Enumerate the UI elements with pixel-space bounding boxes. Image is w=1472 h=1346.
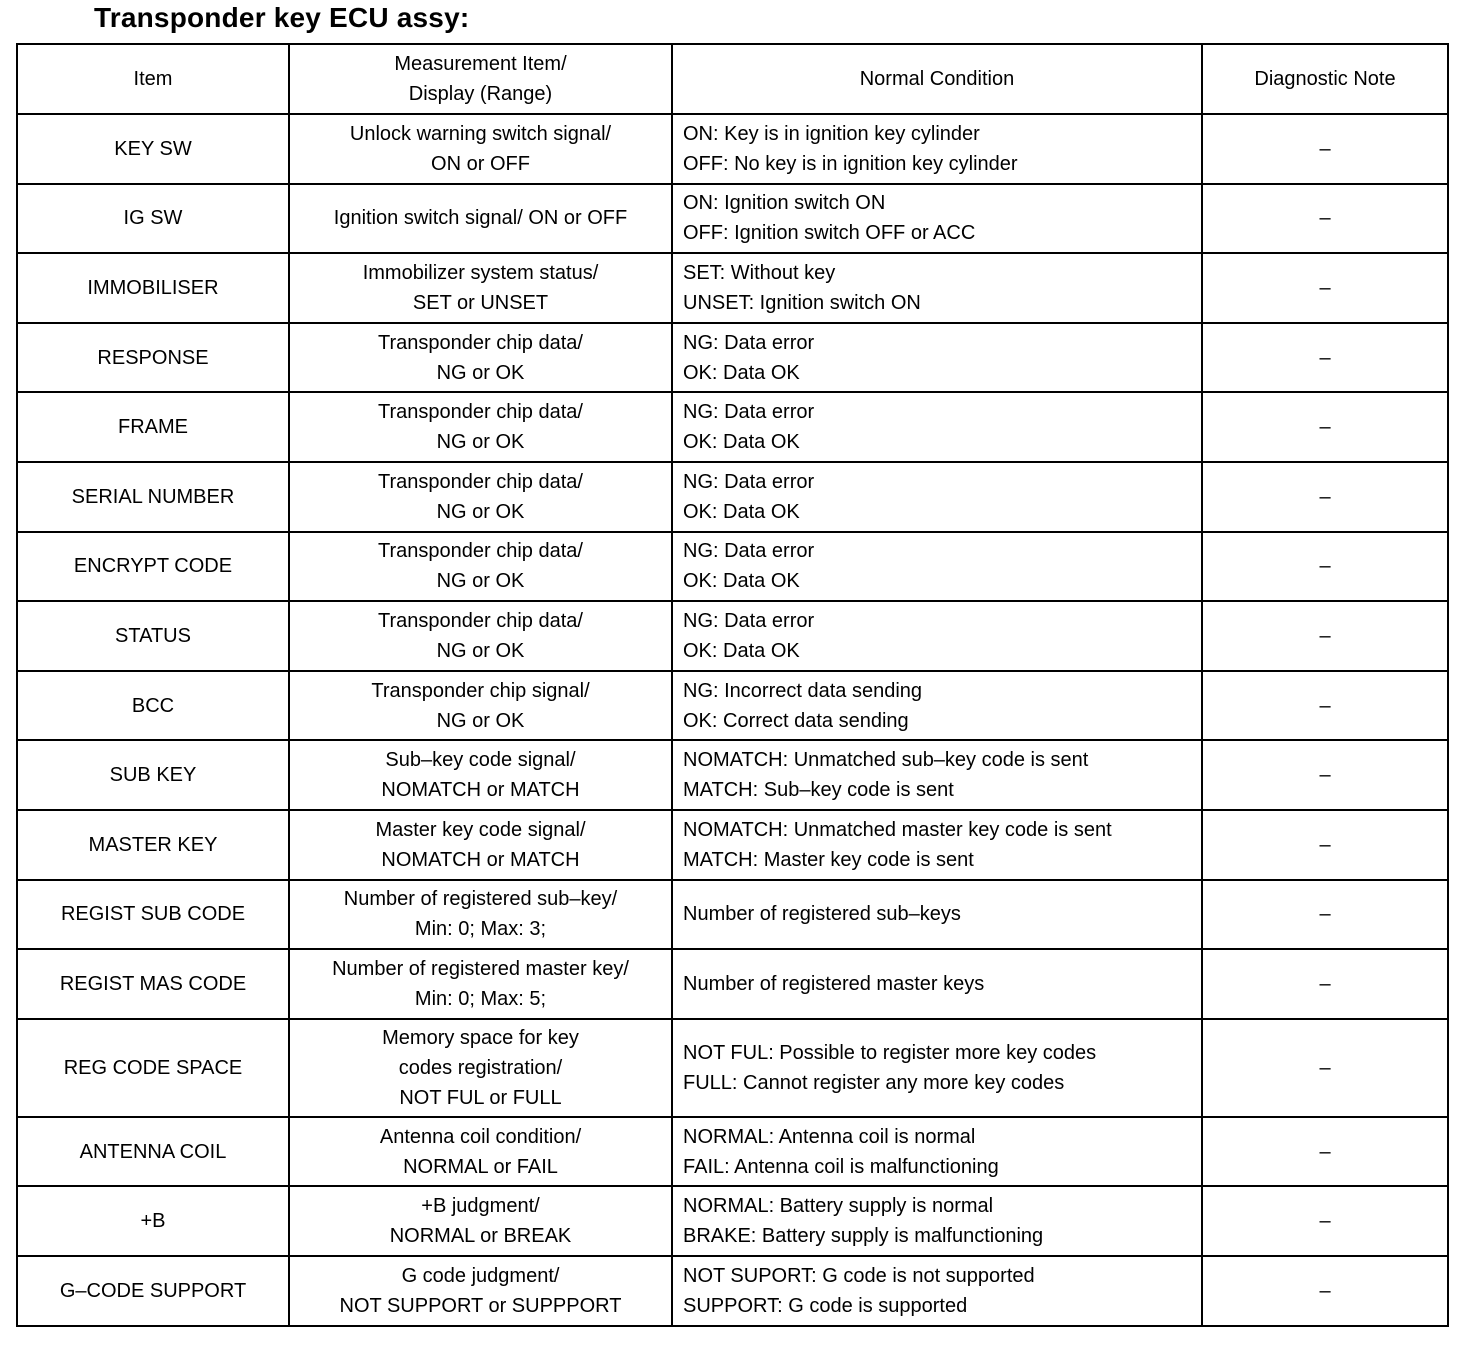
measurement-line: Min: 0; Max: 3; — [414, 918, 547, 941]
measurement-cell — [289, 253, 672, 323]
diagnostic-note-cell — [1202, 1256, 1448, 1326]
measurement-line: Sub–key code signal/ — [385, 749, 576, 772]
item-cell: G–CODE SUPPORT — [17, 1256, 289, 1326]
condition-line: OFF: No key is in ignition key cylinder — [683, 152, 1018, 175]
diagnostic-note-dash: – — [1319, 207, 1331, 230]
measurement-line: Transponder chip data/ — [378, 470, 583, 493]
table-row — [17, 740, 1448, 810]
item-cell: FRAME — [17, 392, 289, 462]
condition-cell — [672, 392, 1202, 462]
diagnostic-note-cell — [1202, 1019, 1448, 1117]
diagnostic-note-dash: – — [1319, 764, 1331, 787]
condition-cell — [672, 740, 1202, 810]
measurement-line: Master key code signal/ — [375, 818, 586, 841]
table-row — [17, 601, 1448, 671]
measurement-cell — [289, 323, 672, 393]
measurement-line: Transponder chip data/ — [378, 609, 583, 632]
condition-line: MATCH: Master key code is sent — [683, 848, 974, 871]
diagnostic-note-cell — [1202, 740, 1448, 810]
condition-line: NG: Incorrect data sending — [683, 679, 923, 702]
table-row — [17, 1117, 1448, 1187]
column-header-measurement-line: Measurement Item/ — [394, 53, 567, 75]
item-cell: MASTER KEY — [17, 810, 289, 880]
diagnostic-note-cell — [1202, 1117, 1448, 1187]
diagnostic-note-cell — [1202, 392, 1448, 462]
measurement-line: codes registration/ — [398, 1056, 563, 1079]
table-body — [17, 114, 1448, 1326]
diagnostic-note-cell — [1202, 323, 1448, 393]
condition-line: NORMAL: Antenna coil is normal — [683, 1125, 976, 1148]
condition-line: ON: Key is in ignition key cylinder — [683, 122, 980, 145]
measurement-line: Transponder chip data/ — [378, 540, 583, 563]
diagnostic-note-dash: – — [1319, 276, 1331, 299]
condition-line: NG: Data error — [683, 331, 815, 354]
condition-line: OK: Data OK — [683, 639, 800, 662]
diagnostic-note-cell — [1202, 671, 1448, 741]
diagnostic-note-dash: – — [1319, 485, 1331, 508]
measurement-cell — [289, 740, 672, 810]
diagnostic-note-dash: – — [1319, 903, 1331, 926]
condition-cell — [672, 1117, 1202, 1187]
measurement-line: NG or OK — [436, 639, 525, 662]
measurement-line: NG or OK — [436, 431, 525, 454]
table-row — [17, 532, 1448, 602]
measurement-line: NORMAL or FAIL — [403, 1155, 558, 1178]
condition-cell — [672, 671, 1202, 741]
diagnostic-note-dash: – — [1319, 624, 1331, 647]
condition-line: NG: Data error — [683, 609, 815, 632]
table-row — [17, 253, 1448, 323]
condition-line: NG: Data error — [683, 470, 815, 493]
condition-cell — [672, 253, 1202, 323]
measurement-cell — [289, 949, 672, 1019]
measurement-cell — [289, 184, 672, 254]
condition-cell — [672, 810, 1202, 880]
condition-line: SUPPORT: G code is supported — [683, 1294, 968, 1317]
condition-line: Number of registered master keys — [683, 972, 985, 995]
column-header-diagnostic-note: Diagnostic Note — [1202, 44, 1448, 114]
diagnostic-note-dash: – — [1319, 972, 1331, 995]
measurement-cell — [289, 1117, 672, 1187]
condition-line: FAIL: Antenna coil is malfunctioning — [683, 1155, 999, 1178]
measurement-line: Antenna coil condition/ — [379, 1125, 582, 1148]
table-row — [17, 114, 1448, 184]
item-cell: ANTENNA COIL — [17, 1117, 289, 1187]
measurement-line: NORMAL or BREAK — [389, 1225, 572, 1248]
measurement-line: NG or OK — [436, 709, 525, 732]
diagnostic-note-dash: – — [1319, 555, 1331, 578]
diagnostic-note-dash: – — [1319, 694, 1331, 717]
diagnostic-note-cell — [1202, 601, 1448, 671]
condition-line: OK: Data OK — [683, 361, 800, 384]
measurement-cell — [289, 671, 672, 741]
table-row — [17, 1186, 1448, 1256]
measurement-cell — [289, 810, 672, 880]
table-row — [17, 184, 1448, 254]
item-cell: IG SW — [17, 184, 289, 254]
page-title: Transponder key ECU assy: — [94, 2, 470, 33]
diagnostic-note-dash: – — [1319, 1140, 1331, 1163]
diagnostic-note-cell — [1202, 880, 1448, 950]
header-row — [17, 44, 1448, 114]
item-cell: +B — [17, 1186, 289, 1256]
diagnostic-note-dash: – — [1319, 1279, 1331, 1302]
condition-line: OK: Correct data sending — [683, 709, 909, 732]
measurement-cell — [289, 392, 672, 462]
diagnostic-note-cell — [1202, 810, 1448, 880]
condition-line: NG: Data error — [683, 540, 815, 563]
measurement-line: NG or OK — [436, 570, 525, 593]
column-header-item: Item — [17, 44, 289, 114]
condition-line: NG: Data error — [683, 401, 815, 424]
condition-cell — [672, 114, 1202, 184]
table-row — [17, 671, 1448, 741]
measurement-line: NOMATCH or MATCH — [381, 848, 580, 871]
table-row — [17, 392, 1448, 462]
measurement-cell — [289, 532, 672, 602]
measurement-cell — [289, 880, 672, 950]
diagnostic-note-dash: – — [1319, 1210, 1331, 1233]
measurement-line: Transponder chip data/ — [378, 401, 583, 424]
condition-line: ON: Ignition switch ON — [683, 192, 886, 215]
diagnostic-note-dash: – — [1319, 346, 1331, 369]
item-cell: ENCRYPT CODE — [17, 532, 289, 602]
diagnostic-note-dash: – — [1319, 137, 1331, 160]
condition-line: NORMAL: Battery supply is normal — [683, 1195, 994, 1218]
measurement-line: Unlock warning switch signal/ — [349, 122, 612, 145]
table-row — [17, 880, 1448, 950]
condition-line: OFF: Ignition switch OFF or ACC — [683, 222, 976, 245]
measurement-line: NOT SUPPORT or SUPPPORT — [339, 1294, 622, 1317]
column-header-measurement-line: Display (Range) — [408, 83, 553, 105]
measurement-line: +B judgment/ — [421, 1195, 540, 1218]
measurement-line: Transponder chip signal/ — [371, 679, 590, 702]
measurement-cell — [289, 1186, 672, 1256]
item-cell: STATUS — [17, 601, 289, 671]
condition-cell — [672, 1186, 1202, 1256]
measurement-line: G code judgment/ — [401, 1264, 560, 1287]
measurement-line: NG or OK — [436, 500, 525, 523]
measurement-line: Transponder chip data/ — [378, 331, 583, 354]
item-cell: REGIST MAS CODE — [17, 949, 289, 1019]
diagnostic-note-cell — [1202, 253, 1448, 323]
measurement-cell — [289, 601, 672, 671]
item-cell: SUB KEY — [17, 740, 289, 810]
condition-line: FULL: Cannot register any more key codes — [683, 1071, 1065, 1094]
condition-cell — [672, 184, 1202, 254]
condition-cell — [672, 1019, 1202, 1117]
measurement-cell — [289, 114, 672, 184]
item-cell: REG CODE SPACE — [17, 1019, 289, 1117]
condition-line: MATCH: Sub–key code is sent — [683, 779, 954, 802]
diagnostic-note-cell — [1202, 1186, 1448, 1256]
condition-line: OK: Data OK — [683, 431, 800, 454]
condition-line: NOT FUL: Possible to register more key codes — [683, 1041, 1097, 1064]
measurement-line: Immobilizer system status/ — [362, 261, 599, 284]
diagnostic-note-dash: – — [1319, 833, 1331, 856]
condition-cell — [672, 323, 1202, 393]
measurement-cell — [289, 462, 672, 532]
condition-line: BRAKE: Battery supply is malfunctioning — [683, 1225, 1044, 1248]
item-cell: RESPONSE — [17, 323, 289, 393]
measurement-line: Memory space for key — [382, 1026, 579, 1049]
diagnostic-note-cell — [1202, 184, 1448, 254]
condition-line: OK: Data OK — [683, 570, 800, 593]
measurement-cell — [289, 1019, 672, 1117]
condition-line: OK: Data OK — [683, 500, 800, 523]
measurement-line: SET or UNSET — [412, 291, 549, 314]
diagnostic-note-cell — [1202, 532, 1448, 602]
diagnostic-note-cell — [1202, 462, 1448, 532]
condition-line: UNSET: Ignition switch ON — [683, 291, 921, 314]
measurement-line: Number of registered sub–key/ — [343, 888, 618, 911]
table-row — [17, 462, 1448, 532]
condition-line: Number of registered sub–keys — [683, 903, 961, 926]
diagnostic-note-dash: – — [1319, 1056, 1331, 1079]
measurement-line: Min: 0; Max: 5; — [414, 987, 547, 1010]
table-row — [17, 1256, 1448, 1326]
table-row — [17, 810, 1448, 880]
condition-cell — [672, 462, 1202, 532]
item-cell: IMMOBILISER — [17, 253, 289, 323]
measurement-line: Number of registered master key/ — [332, 957, 629, 980]
measurement-line: NOT FUL or FULL — [399, 1086, 562, 1109]
condition-cell — [672, 532, 1202, 602]
table-row — [17, 949, 1448, 1019]
table-row — [17, 1019, 1448, 1117]
measurement-line: ON or OFF — [431, 152, 530, 175]
item-cell: BCC — [17, 671, 289, 741]
measurement-line: NG or OK — [436, 361, 525, 384]
condition-line: SET: Without key — [683, 261, 836, 284]
column-header-condition: Normal Condition — [672, 44, 1202, 114]
table-row — [17, 323, 1448, 393]
measurement-line: Ignition switch signal/ ON or OFF — [333, 207, 628, 230]
diagnostic-note-cell — [1202, 949, 1448, 1019]
column-header-measurement — [289, 44, 672, 114]
item-cell: REGIST SUB CODE — [17, 880, 289, 950]
condition-cell — [672, 601, 1202, 671]
ecu-data-table — [16, 43, 1449, 1327]
condition-line: NOMATCH: Unmatched sub–key code is sent — [683, 749, 1089, 772]
item-cell: SERIAL NUMBER — [17, 462, 289, 532]
measurement-cell — [289, 1256, 672, 1326]
condition-line: NOT SUPORT: G code is not supported — [683, 1264, 1035, 1287]
condition-cell — [672, 949, 1202, 1019]
item-cell: KEY SW — [17, 114, 289, 184]
measurement-line: NOMATCH or MATCH — [381, 779, 580, 802]
condition-cell — [672, 880, 1202, 950]
diagnostic-note-dash: – — [1319, 416, 1331, 439]
condition-cell — [672, 1256, 1202, 1326]
condition-line: NOMATCH: Unmatched master key code is sent — [683, 818, 1112, 841]
diagnostic-note-cell — [1202, 114, 1448, 184]
